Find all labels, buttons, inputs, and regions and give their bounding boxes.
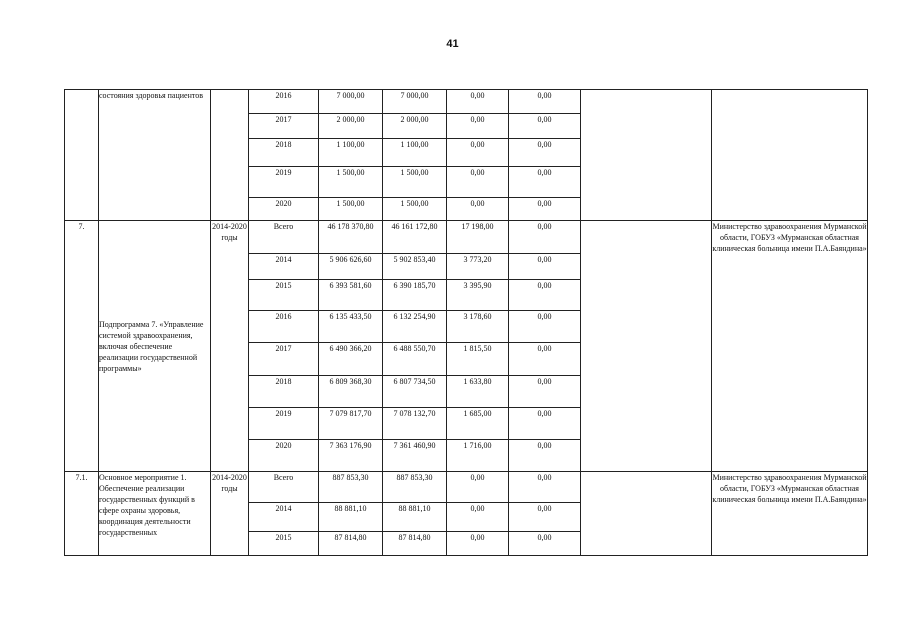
other-sources: 0,00 bbox=[509, 254, 581, 280]
table-row bbox=[65, 221, 868, 254]
total-amount: 87 814,80 bbox=[319, 532, 383, 556]
year-cell: 2015 bbox=[249, 280, 319, 311]
regional-budget: 5 902 853,40 bbox=[383, 254, 447, 280]
executor bbox=[712, 90, 868, 221]
federal-budget: 1 633,80 bbox=[447, 376, 509, 408]
implementation-period: 2014-2020 годы bbox=[211, 472, 249, 556]
federal-budget: 17 198,00 bbox=[447, 221, 509, 254]
other-sources: 0,00 bbox=[509, 280, 581, 311]
federal-budget: 0,00 bbox=[447, 90, 509, 114]
regional-budget: 87 814,80 bbox=[383, 532, 447, 556]
other-sources: 0,00 bbox=[509, 198, 581, 221]
year-cell: Всего bbox=[249, 221, 319, 254]
other-sources: 0,00 bbox=[509, 343, 581, 376]
other-sources: 0,00 bbox=[509, 221, 581, 254]
page-number: 41 bbox=[446, 38, 459, 50]
implementation-period: 2014-2020 годы bbox=[211, 221, 249, 472]
year-cell: 2020 bbox=[249, 440, 319, 472]
federal-budget: 0,00 bbox=[447, 198, 509, 221]
year-cell: 2019 bbox=[249, 167, 319, 198]
regional-budget: 1 500,00 bbox=[383, 198, 447, 221]
regional-budget: 7 000,00 bbox=[383, 90, 447, 114]
federal-budget: 0,00 bbox=[447, 532, 509, 556]
other-sources: 0,00 bbox=[509, 376, 581, 408]
total-amount: 1 500,00 bbox=[319, 167, 383, 198]
total-amount: 1 100,00 bbox=[319, 139, 383, 167]
table-row bbox=[65, 472, 868, 503]
total-amount: 1 500,00 bbox=[319, 198, 383, 221]
regional-budget: 46 161 172,80 bbox=[383, 221, 447, 254]
federal-budget: 0,00 bbox=[447, 139, 509, 167]
item-name: Основное мероприятие 1. Обеспечение реализации государственных функций в сфере охраны здоровья, координация деятельности государственных bbox=[99, 472, 211, 556]
year-cell: 2016 bbox=[249, 311, 319, 343]
year-cell: 2017 bbox=[249, 343, 319, 376]
funding-table bbox=[64, 89, 868, 556]
total-amount: 46 178 370,80 bbox=[319, 221, 383, 254]
other-sources: 0,00 bbox=[509, 167, 581, 198]
total-amount: 88 881,10 bbox=[319, 503, 383, 532]
regional-budget: 6 807 734,50 bbox=[383, 376, 447, 408]
year-cell: Всего bbox=[249, 472, 319, 503]
total-amount: 887 853,30 bbox=[319, 472, 383, 503]
year-cell: 2014 bbox=[249, 503, 319, 532]
other-sources: 0,00 bbox=[509, 90, 581, 114]
other-sources: 0,00 bbox=[509, 408, 581, 440]
item-number bbox=[65, 90, 99, 221]
other-sources: 0,00 bbox=[509, 139, 581, 167]
year-cell: 2016 bbox=[249, 90, 319, 114]
year-cell: 2018 bbox=[249, 139, 319, 167]
total-amount: 6 490 366,20 bbox=[319, 343, 383, 376]
total-amount: 7 000,00 bbox=[319, 90, 383, 114]
federal-budget: 1 716,00 bbox=[447, 440, 509, 472]
item-name: Подпрограмма 7. «Управление системой здравоохранения, включая обеспечение реализации государственной программы» bbox=[99, 221, 211, 472]
item-name: состояния здоровья пациентов bbox=[99, 90, 211, 221]
year-cell: 2018 bbox=[249, 376, 319, 408]
federal-budget: 3 773,20 bbox=[447, 254, 509, 280]
table-body bbox=[65, 90, 868, 556]
federal-budget: 1 685,00 bbox=[447, 408, 509, 440]
other-sources: 0,00 bbox=[509, 114, 581, 139]
regional-budget: 2 000,00 bbox=[383, 114, 447, 139]
other-sources: 0,00 bbox=[509, 472, 581, 503]
regional-budget: 887 853,30 bbox=[383, 472, 447, 503]
other-sources: 0,00 bbox=[509, 532, 581, 556]
indicator-cell bbox=[581, 472, 712, 556]
regional-budget: 1 100,00 bbox=[383, 139, 447, 167]
year-cell: 2020 bbox=[249, 198, 319, 221]
federal-budget: 0,00 bbox=[447, 503, 509, 532]
regional-budget: 7 361 460,90 bbox=[383, 440, 447, 472]
regional-budget: 6 390 185,70 bbox=[383, 280, 447, 311]
total-amount: 6 809 368,30 bbox=[319, 376, 383, 408]
other-sources: 0,00 bbox=[509, 503, 581, 532]
total-amount: 2 000,00 bbox=[319, 114, 383, 139]
executor: Министерство здравоохранения Мурманской области, ГОБУЗ «Мурманская областная клиническая больница имени П.А.Баяндина» bbox=[712, 472, 868, 556]
year-cell: 2014 bbox=[249, 254, 319, 280]
federal-budget: 0,00 bbox=[447, 167, 509, 198]
regional-budget: 6 488 550,70 bbox=[383, 343, 447, 376]
regional-budget: 7 078 132,70 bbox=[383, 408, 447, 440]
item-number: 7.1. bbox=[65, 472, 99, 556]
total-amount: 7 363 176,90 bbox=[319, 440, 383, 472]
federal-budget: 0,00 bbox=[447, 114, 509, 139]
total-amount: 6 393 581,60 bbox=[319, 280, 383, 311]
other-sources: 0,00 bbox=[509, 440, 581, 472]
total-amount: 6 135 433,50 bbox=[319, 311, 383, 343]
regional-budget: 1 500,00 bbox=[383, 167, 447, 198]
table-row bbox=[65, 90, 868, 114]
year-cell: 2019 bbox=[249, 408, 319, 440]
year-cell: 2017 bbox=[249, 114, 319, 139]
total-amount: 5 906 626,60 bbox=[319, 254, 383, 280]
regional-budget: 6 132 254,90 bbox=[383, 311, 447, 343]
year-cell: 2015 bbox=[249, 532, 319, 556]
executor: Министерство здравоохранения Мурманской области, ГОБУЗ «Мурманская областная клиническая больница имени П.А.Баяндина» bbox=[712, 221, 868, 472]
indicator-cell bbox=[581, 221, 712, 472]
federal-budget: 0,00 bbox=[447, 472, 509, 503]
regional-budget: 88 881,10 bbox=[383, 503, 447, 532]
total-amount: 7 079 817,70 bbox=[319, 408, 383, 440]
federal-budget: 3 395,90 bbox=[447, 280, 509, 311]
federal-budget: 3 178,60 bbox=[447, 311, 509, 343]
other-sources: 0,00 bbox=[509, 311, 581, 343]
item-number: 7. bbox=[65, 221, 99, 472]
indicator-cell bbox=[581, 90, 712, 221]
federal-budget: 1 815,50 bbox=[447, 343, 509, 376]
implementation-period bbox=[211, 90, 249, 221]
